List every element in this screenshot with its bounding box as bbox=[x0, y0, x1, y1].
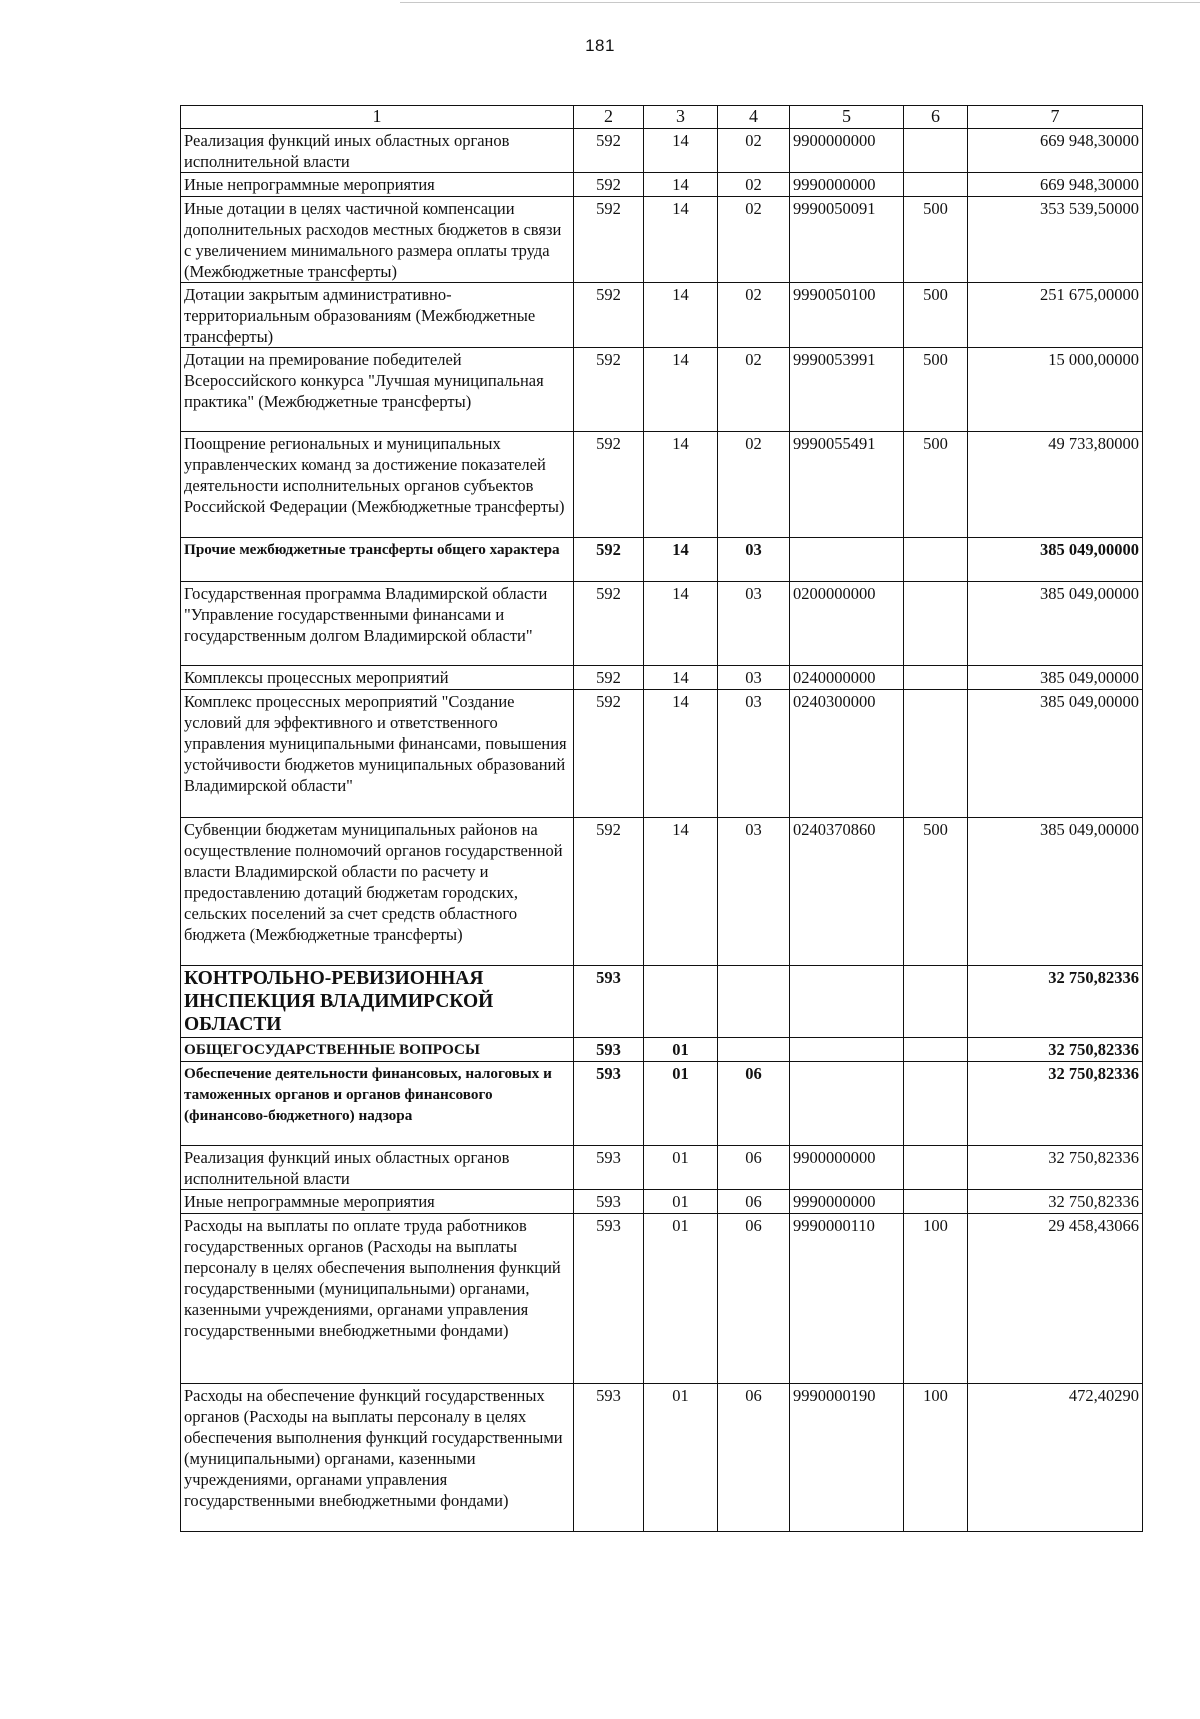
table-row bbox=[181, 173, 1143, 197]
row-ministry-code-cell: 593 bbox=[574, 1190, 644, 1214]
row-ministry-code-cell: 593 bbox=[574, 1214, 644, 1384]
row-section-cell: 01 bbox=[644, 1214, 718, 1384]
row-amount-cell: 669 948,30000 bbox=[968, 173, 1143, 197]
row-expense-type-cell: 500 bbox=[904, 818, 968, 966]
row-ministry-code-cell: 592 bbox=[574, 538, 644, 582]
row-name-cell: Расходы на выплаты по оплате труда работников государственных органов (Расходы на выплаты персоналу в целях обеспечения выполнения функций государственными (муниципальными) органами, казенными учреждениями, органами управления государственными внебюджетными фондами) bbox=[181, 1214, 574, 1384]
row-subsection-cell: 03 bbox=[718, 582, 790, 666]
row-subsection-cell: 02 bbox=[718, 348, 790, 432]
table-row bbox=[181, 1038, 1143, 1062]
row-amount-cell: 29 458,43066 bbox=[968, 1214, 1143, 1384]
row-ministry-code-cell: 592 bbox=[574, 690, 644, 818]
table-row bbox=[181, 348, 1143, 432]
row-subsection-cell: 03 bbox=[718, 690, 790, 818]
row-expense-type-cell bbox=[904, 666, 968, 690]
row-section-cell: 14 bbox=[644, 173, 718, 197]
row-expense-type-cell bbox=[904, 129, 968, 173]
row-expense-type-cell: 500 bbox=[904, 432, 968, 538]
row-expense-type-cell bbox=[904, 1062, 968, 1146]
row-section-cell: 14 bbox=[644, 197, 718, 283]
row-amount-cell: 385 049,00000 bbox=[968, 690, 1143, 818]
row-ministry-code-cell: 592 bbox=[574, 582, 644, 666]
table-header-row bbox=[181, 106, 1143, 129]
row-amount-cell: 251 675,00000 bbox=[968, 283, 1143, 348]
row-expense-type-cell bbox=[904, 538, 968, 582]
table-body bbox=[181, 129, 1143, 1532]
row-ministry-code-cell: 592 bbox=[574, 348, 644, 432]
row-target-article-cell: 9990000000 bbox=[790, 1190, 904, 1214]
row-ministry-code-cell: 592 bbox=[574, 197, 644, 283]
row-expense-type-cell: 500 bbox=[904, 197, 968, 283]
row-ministry-code-cell: 593 bbox=[574, 1146, 644, 1190]
budget-table bbox=[180, 105, 1143, 1532]
row-ministry-code-cell: 592 bbox=[574, 283, 644, 348]
row-amount-cell: 353 539,50000 bbox=[968, 197, 1143, 283]
row-expense-type-cell bbox=[904, 1038, 968, 1062]
row-target-article-cell: 9990000000 bbox=[790, 173, 904, 197]
header-col-7: 7 bbox=[968, 106, 1143, 129]
row-expense-type-cell bbox=[904, 690, 968, 818]
row-amount-cell: 32 750,82336 bbox=[968, 1038, 1143, 1062]
row-name-cell: Комплексы процессных мероприятий bbox=[181, 666, 574, 690]
table-row bbox=[181, 582, 1143, 666]
row-name-cell: ОБЩЕГОСУДАРСТВЕННЫЕ ВОПРОСЫ bbox=[181, 1038, 574, 1062]
row-section-cell: 14 bbox=[644, 582, 718, 666]
row-name-cell: Дотации на премирование победителей Всероссийского конкурса "Лучшая муниципальная практика" (Межбюджетные трансферты) bbox=[181, 348, 574, 432]
row-target-article-cell: 9990000110 bbox=[790, 1214, 904, 1384]
row-ministry-code-cell: 592 bbox=[574, 173, 644, 197]
row-section-cell: 14 bbox=[644, 283, 718, 348]
row-target-article-cell: 9900000000 bbox=[790, 1146, 904, 1190]
table-row bbox=[181, 666, 1143, 690]
table-row bbox=[181, 818, 1143, 966]
row-target-article-cell bbox=[790, 1062, 904, 1146]
row-section-cell: 01 bbox=[644, 1062, 718, 1146]
header-col-3: 3 bbox=[644, 106, 718, 129]
row-subsection-cell: 03 bbox=[718, 666, 790, 690]
row-amount-cell: 49 733,80000 bbox=[968, 432, 1143, 538]
table-row bbox=[181, 1384, 1143, 1532]
page-number: 181 bbox=[585, 36, 615, 55]
row-subsection-cell: 03 bbox=[718, 538, 790, 582]
row-subsection-cell: 02 bbox=[718, 197, 790, 283]
row-section-cell: 01 bbox=[644, 1038, 718, 1062]
header-col-2: 2 bbox=[574, 106, 644, 129]
row-expense-type-cell: 500 bbox=[904, 348, 968, 432]
row-amount-cell: 32 750,82336 bbox=[968, 966, 1143, 1038]
row-expense-type-cell bbox=[904, 173, 968, 197]
row-amount-cell: 472,40290 bbox=[968, 1384, 1143, 1532]
row-subsection-cell: 02 bbox=[718, 173, 790, 197]
row-section-cell: 14 bbox=[644, 129, 718, 173]
row-expense-type-cell bbox=[904, 582, 968, 666]
row-target-article-cell bbox=[790, 1038, 904, 1062]
row-expense-type-cell bbox=[904, 1190, 968, 1214]
table-row bbox=[181, 432, 1143, 538]
row-expense-type-cell: 100 bbox=[904, 1384, 968, 1532]
row-subsection-cell: 03 bbox=[718, 818, 790, 966]
row-target-article-cell: 9990055491 bbox=[790, 432, 904, 538]
row-target-article-cell: 0240370860 bbox=[790, 818, 904, 966]
row-amount-cell: 385 049,00000 bbox=[968, 666, 1143, 690]
row-section-cell: 01 bbox=[644, 1146, 718, 1190]
header-col-1: 1 bbox=[181, 106, 574, 129]
row-expense-type-cell bbox=[904, 966, 968, 1038]
table-row bbox=[181, 283, 1143, 348]
table-row bbox=[181, 1214, 1143, 1384]
row-subsection-cell: 02 bbox=[718, 432, 790, 538]
row-target-article-cell: 9990053991 bbox=[790, 348, 904, 432]
row-ministry-code-cell: 592 bbox=[574, 818, 644, 966]
row-amount-cell: 15 000,00000 bbox=[968, 348, 1143, 432]
row-subsection-cell: 06 bbox=[718, 1384, 790, 1532]
table-row bbox=[181, 1190, 1143, 1214]
row-name-cell: Реализация функций иных областных органов исполнительной власти bbox=[181, 1146, 574, 1190]
table-row bbox=[181, 538, 1143, 582]
row-section-cell: 14 bbox=[644, 690, 718, 818]
row-ministry-code-cell: 592 bbox=[574, 666, 644, 690]
row-name-cell: Иные непрограммные мероприятия bbox=[181, 1190, 574, 1214]
table-row bbox=[181, 690, 1143, 818]
row-amount-cell: 32 750,82336 bbox=[968, 1190, 1143, 1214]
row-amount-cell: 385 049,00000 bbox=[968, 818, 1143, 966]
row-amount-cell: 32 750,82336 bbox=[968, 1146, 1143, 1190]
row-target-article-cell: 0240000000 bbox=[790, 666, 904, 690]
row-target-article-cell bbox=[790, 966, 904, 1038]
row-amount-cell: 669 948,30000 bbox=[968, 129, 1143, 173]
header-col-6: 6 bbox=[904, 106, 968, 129]
row-subsection-cell: 06 bbox=[718, 1214, 790, 1384]
table-row bbox=[181, 129, 1143, 173]
header-col-5: 5 bbox=[790, 106, 904, 129]
row-subsection-cell: 06 bbox=[718, 1062, 790, 1146]
row-name-cell: Государственная программа Владимирской области "Управление государственными финансами и государственным долгом Владимирской области" bbox=[181, 582, 574, 666]
row-subsection-cell bbox=[718, 966, 790, 1038]
row-name-cell: Субвенции бюджетам муниципальных районов на осуществление полномочий органов государственной власти Владимирской области по расчету и предоставлению дотаций бюджетам городских, сельских поселений за счет средств областного бюджета (Межбюджетные трансферты) bbox=[181, 818, 574, 966]
table-row bbox=[181, 1062, 1143, 1146]
row-amount-cell: 385 049,00000 bbox=[968, 538, 1143, 582]
row-target-article-cell bbox=[790, 538, 904, 582]
row-subsection-cell: 06 bbox=[718, 1190, 790, 1214]
row-name-cell: Реализация функций иных областных органов исполнительной власти bbox=[181, 129, 574, 173]
table-row bbox=[181, 966, 1143, 1038]
row-subsection-cell: 02 bbox=[718, 283, 790, 348]
row-name-cell: Дотации закрытым административно-территориальным образованиям (Межбюджетные трансферты) bbox=[181, 283, 574, 348]
row-target-article-cell: 9990050100 bbox=[790, 283, 904, 348]
row-section-cell: 14 bbox=[644, 818, 718, 966]
row-section-cell: 14 bbox=[644, 666, 718, 690]
row-ministry-code-cell: 592 bbox=[574, 432, 644, 538]
row-target-article-cell: 0200000000 bbox=[790, 582, 904, 666]
row-expense-type-cell: 500 bbox=[904, 283, 968, 348]
row-name-cell: КОНТРОЛЬНО-РЕВИЗИОННАЯ ИНСПЕКЦИЯ ВЛАДИМИРСКОЙ ОБЛАСТИ bbox=[181, 966, 574, 1038]
row-name-cell: Иные дотации в целях частичной компенсации дополнительных расходов местных бюджетов в связи с увеличением минимального размера оплаты труда (Межбюджетные трансферты) bbox=[181, 197, 574, 283]
row-subsection-cell: 02 bbox=[718, 129, 790, 173]
row-name-cell: Поощрение региональных и муниципальных управленческих команд за достижение показателей деятельности исполнительных органов субъектов Российской Федерации (Межбюджетные трансферты) bbox=[181, 432, 574, 538]
row-name-cell: Комплекс процессных мероприятий "Создание условий для эффективного и ответственного управления муниципальными финансами, повышения устойчивости бюджетов муниципальных образований Владимирской области" bbox=[181, 690, 574, 818]
row-amount-cell: 385 049,00000 bbox=[968, 582, 1143, 666]
row-ministry-code-cell: 592 bbox=[574, 129, 644, 173]
row-section-cell: 01 bbox=[644, 1384, 718, 1532]
row-name-cell: Иные непрограммные мероприятия bbox=[181, 173, 574, 197]
row-expense-type-cell bbox=[904, 1146, 968, 1190]
row-name-cell: Обеспечение деятельности финансовых, налоговых и таможенных органов и органов финансового (финансово-бюджетного) надзора bbox=[181, 1062, 574, 1146]
row-ministry-code-cell: 593 bbox=[574, 966, 644, 1038]
row-section-cell: 14 bbox=[644, 348, 718, 432]
row-amount-cell: 32 750,82336 bbox=[968, 1062, 1143, 1146]
row-subsection-cell bbox=[718, 1038, 790, 1062]
row-section-cell: 01 bbox=[644, 1190, 718, 1214]
row-ministry-code-cell: 593 bbox=[574, 1038, 644, 1062]
row-expense-type-cell: 100 bbox=[904, 1214, 968, 1384]
row-section-cell bbox=[644, 966, 718, 1038]
row-subsection-cell: 06 bbox=[718, 1146, 790, 1190]
header-col-4: 4 bbox=[718, 106, 790, 129]
row-ministry-code-cell: 593 bbox=[574, 1062, 644, 1146]
row-target-article-cell: 0240300000 bbox=[790, 690, 904, 818]
row-section-cell: 14 bbox=[644, 432, 718, 538]
scan-edge-line bbox=[400, 2, 1200, 3]
table-row bbox=[181, 197, 1143, 283]
row-ministry-code-cell: 593 bbox=[574, 1384, 644, 1532]
table-row bbox=[181, 1146, 1143, 1190]
row-name-cell: Расходы на обеспечение функций государственных органов (Расходы на выплаты персоналу в целях обеспечения выполнения функций государственными (муниципальными) органами, казенными учреждениями, органами управления государственными внебюджетными фондами) bbox=[181, 1384, 574, 1532]
row-target-article-cell: 9900000000 bbox=[790, 129, 904, 173]
row-name-cell: Прочие межбюджетные трансферты общего характера bbox=[181, 538, 574, 582]
row-target-article-cell: 9990000190 bbox=[790, 1384, 904, 1532]
row-section-cell: 14 bbox=[644, 538, 718, 582]
row-target-article-cell: 9990050091 bbox=[790, 197, 904, 283]
